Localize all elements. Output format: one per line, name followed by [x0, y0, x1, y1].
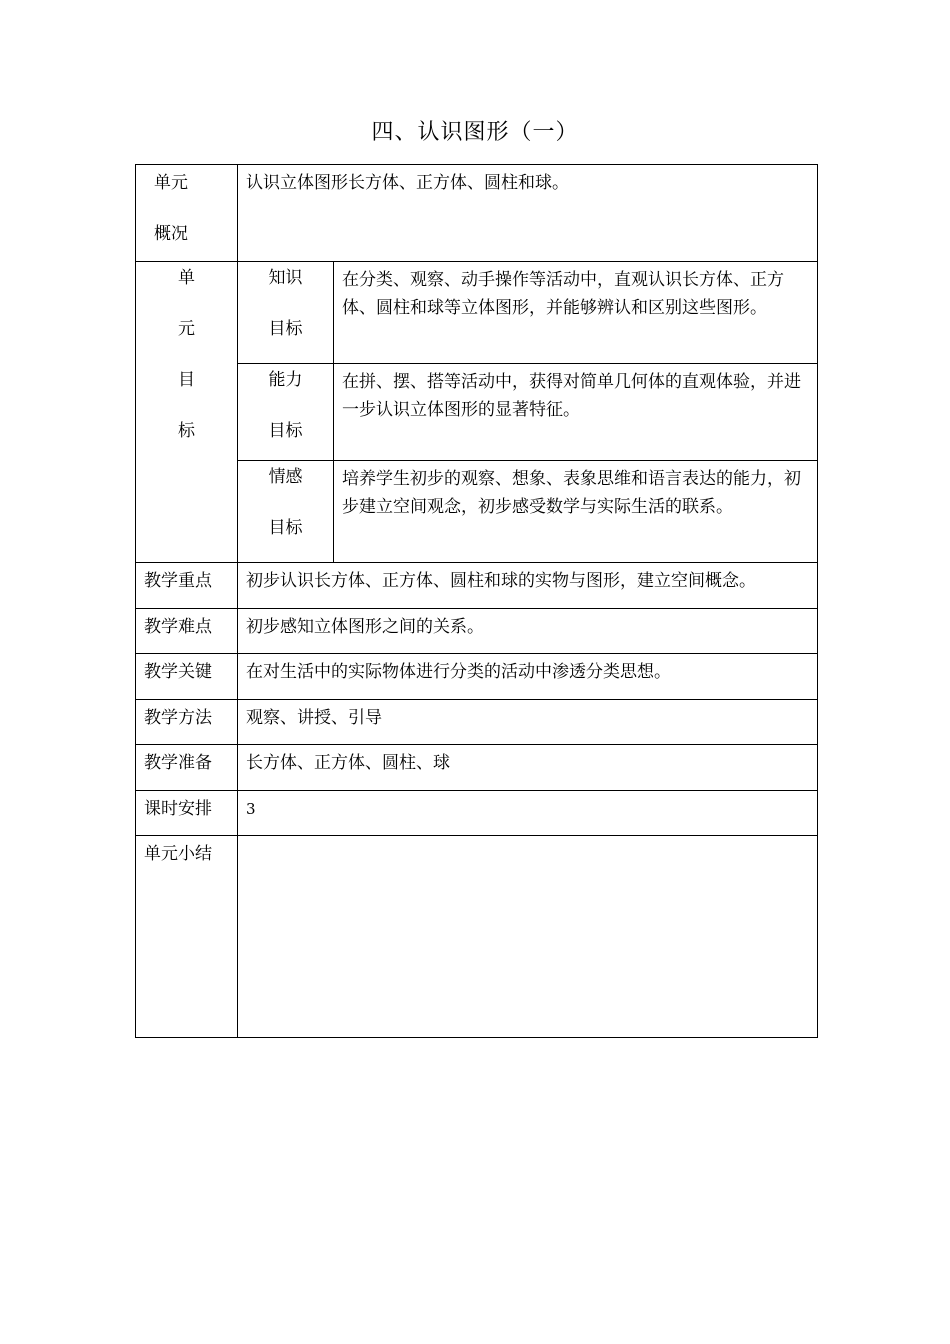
- goal-emotion-row: [136, 461, 818, 563]
- key-link-label: 教学关键: [144, 662, 212, 682]
- summary-row: [136, 836, 818, 1038]
- ability-content: 在拼、摆、搭等活动中，获得对简单几何体的直观体验，并进一步认识立体图形的显著特征。: [342, 372, 801, 420]
- table-row: [136, 700, 818, 745]
- difficulty-content: 初步感知立体图形之间的关系。: [246, 617, 484, 637]
- preparation-content: 长方体、正方体、圆柱、球: [246, 753, 450, 773]
- overview-content: 认识立体图形长方体、正方体、圆柱和球。: [246, 173, 569, 193]
- table-row: [136, 654, 818, 700]
- preparation-label: 教学准备: [144, 753, 212, 773]
- emotion-content-cell: [334, 461, 818, 563]
- ability-label-line2: 目标: [268, 421, 303, 441]
- row-content-cell: [238, 745, 818, 791]
- row-content-cell: [238, 609, 818, 654]
- row-content-cell: [238, 700, 818, 745]
- emotion-content: 培养学生初步的观察、想象、表象思维和语言表达的能力，初步建立空间观念，初步感受数学与实际生活的联系。: [342, 469, 801, 517]
- goal-knowledge-row: [136, 262, 818, 364]
- class-hours-content: 3: [246, 800, 256, 818]
- goals-label-char: 标: [178, 421, 195, 441]
- knowledge-content-cell: [334, 262, 818, 364]
- page-title: 四、认识图形（一）: [371, 120, 579, 145]
- emotion-label-line1: 情感: [268, 467, 303, 487]
- overview-content-cell: [238, 165, 818, 262]
- knowledge-content: 在分类、观察、动手操作等活动中，直观认识长方体、正方体、圆柱和球等立体图形，并能够辨认和区别这些图形。: [342, 270, 784, 318]
- table-row: [136, 563, 818, 609]
- table-row: [136, 745, 818, 791]
- row-label-cell: [136, 609, 238, 654]
- key-point-content: 初步认识长方体、正方体、圆柱和球的实物与图形，建立空间概念。: [246, 571, 756, 591]
- row-content-cell: [238, 654, 818, 700]
- emotion-label-line2: 目标: [268, 518, 303, 538]
- ability-label-line1: 能力: [268, 370, 303, 390]
- goals-label-cell: [136, 262, 238, 563]
- ability-content-cell: [334, 364, 818, 461]
- method-content: 观察、讲授、引导: [246, 708, 382, 728]
- overview-label-line1: 单元: [154, 173, 188, 193]
- goal-ability-row: [136, 364, 818, 461]
- table-row: [136, 791, 818, 836]
- row-content-cell: [238, 791, 818, 836]
- key-point-label: 教学重点: [144, 571, 212, 591]
- knowledge-label-line1: 知识: [268, 268, 303, 288]
- row-label-cell: [136, 745, 238, 791]
- emotion-label-cell: [238, 461, 334, 563]
- overview-label-cell: [136, 165, 238, 262]
- row-label-cell: [136, 563, 238, 609]
- method-label: 教学方法: [144, 708, 212, 728]
- row-label-cell: [136, 654, 238, 700]
- lesson-plan-table: [135, 164, 818, 1038]
- summary-content-cell: [238, 836, 818, 1038]
- goals-label-char: 单: [178, 268, 195, 288]
- summary-label-cell: [136, 836, 238, 1038]
- overview-label-line2: 概况: [154, 224, 188, 244]
- class-hours-label: 课时安排: [144, 799, 212, 819]
- knowledge-label-line2: 目标: [268, 319, 303, 339]
- difficulty-label: 教学难点: [144, 617, 212, 637]
- overview-row: [136, 165, 818, 262]
- ability-label-cell: [238, 364, 334, 461]
- row-label-cell: [136, 700, 238, 745]
- knowledge-label-cell: [238, 262, 334, 364]
- key-link-content: 在对生活中的实际物体进行分类的活动中渗透分类思想。: [246, 662, 671, 682]
- row-label-cell: [136, 791, 238, 836]
- goals-label-char: 元: [178, 319, 195, 339]
- summary-content: [238, 836, 817, 840]
- row-content-cell: [238, 563, 818, 609]
- goals-label-char: 目: [178, 370, 195, 390]
- table-row: [136, 609, 818, 654]
- summary-label: 单元小结: [144, 844, 212, 864]
